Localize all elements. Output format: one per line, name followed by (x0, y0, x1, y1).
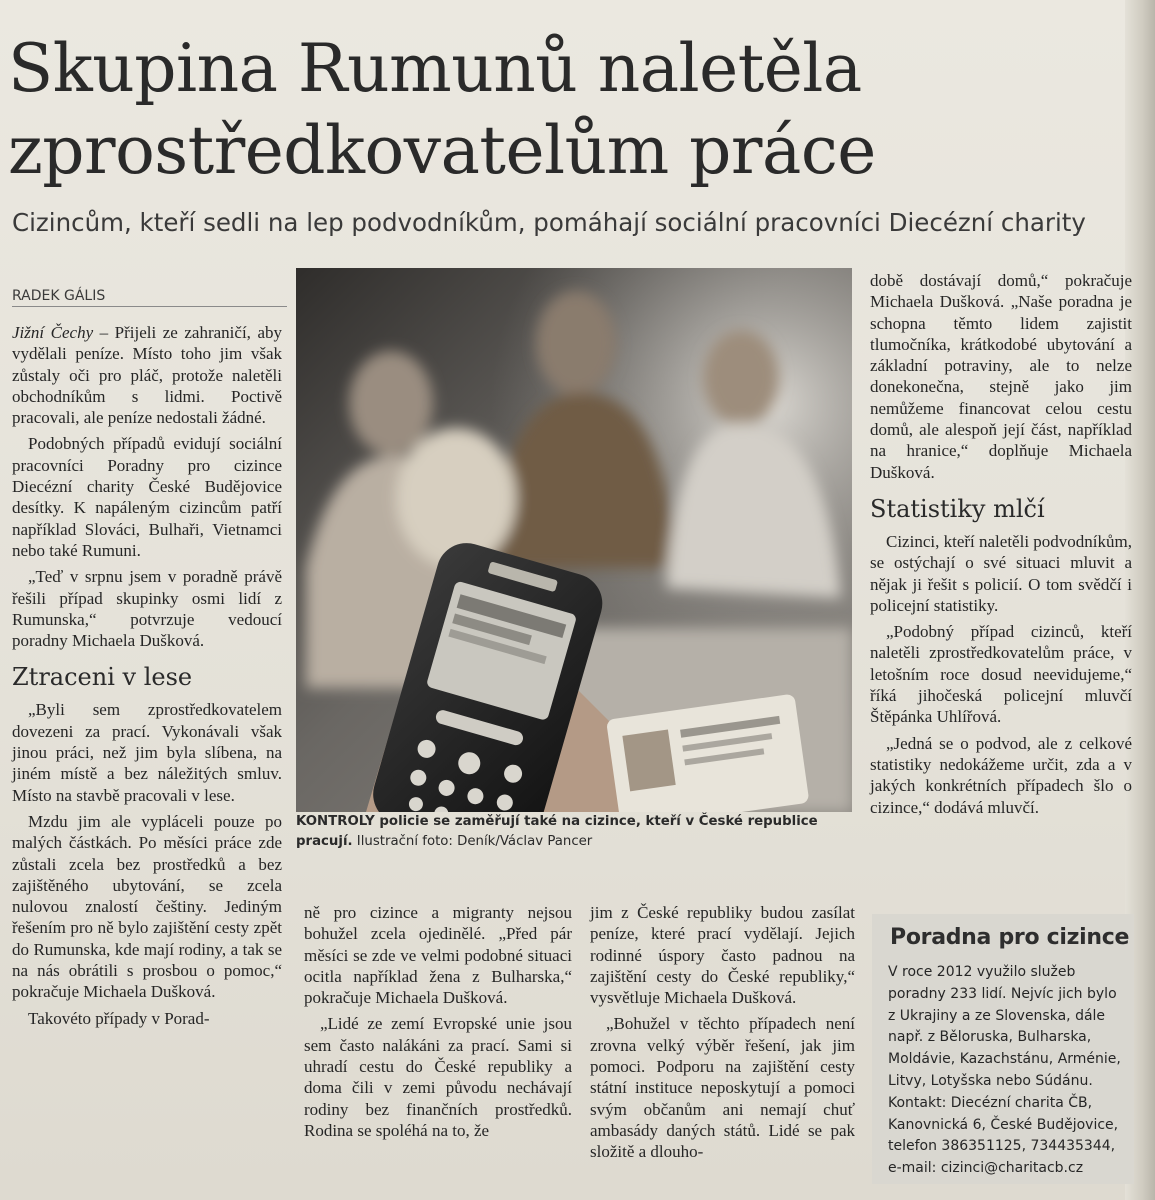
paragraph: Cizinci, kteří naletěli podvodníkům, se ostýchají o své situaci mluvit a nějak ji řešit s policií. O tom svědčí i policejní statistiky. (870, 531, 1132, 615)
byline: RADEK GÁLIS (12, 288, 287, 307)
contact-email: e-mail: cizinci@charitacb.cz (888, 1160, 1084, 1177)
article-column-2 (304, 902, 572, 1141)
paragraph: „Podobný případ cizinců, kteří naletěli zprostředkovatelům práce, v letošním roce dosud neevidujeme,“ říká jihočeská policejní mluvčí Štěpánka Uhlířová. (870, 622, 1132, 727)
contact-line: Kontakt: Diecézní charita ČB, (888, 1094, 1093, 1111)
paragraph: době dostávají domů,“ pokračuje Michaela Dušková. „Naše poradna je schopna těmto lidem zajistit tlumočníka, krátkodobé ubytování a základní potraviny, ale to nelze donekonečna, stejně jako jim nemůžeme financovat celou cestu domů, ale alespoň její část, například na hranice,“ doplňuje Michaela Dušková. (870, 271, 1132, 482)
info-box-text: V roce 2012 využilo služeb poradny 233 lidí. Nejvíc jich bylo z Ukrajiny a ze Slovenska, dále např. z Běloruska, Bulharska, Moldávie, Kazachstánu, Arménie, Litvy, Lotyšska nebo Súdánu. (888, 964, 1121, 1089)
paragraph: „Teď v srpnu jsem v poradně právě řešili případ skupinky osmi lidí z Rumunska,“ potvrzuje vedoucí poradny Michaela Dušková. (12, 567, 282, 651)
article-photo (296, 268, 852, 812)
caption-lead: KONTROLY (296, 814, 375, 829)
article-headline: Skupina Rumunů naletěla zprostředkovatelům práce (8, 30, 876, 189)
dateline: Jižní Čechy (12, 323, 94, 342)
article-column-4 (870, 270, 1132, 818)
paragraph: ně pro cizince a migranty nejsou bohužel zcela ojedinělé. „Před pár měsíci se zde ve velmi podobné situaci ocitla například žena z Bulharska,“ pokračuje Michaela Dušková. (304, 903, 572, 1008)
paragraph: Mzdu jim ale vypláceli pouze po malých částkách. Po měsíci práce zde zůstali zcela bez prostředků a bez zajištěného ubytování, se zcela nulovou znalostí češtiny. Jediným řešením pro ně bylo zajištění cesty zpět do Rumunska, kde mají rodiny, a tak se na nás obrátili s prosbou o pomoc,“ pokračuje Michaela Dušková. (12, 811, 282, 1002)
info-box-body (888, 962, 1128, 1180)
photo-police-scanner (296, 268, 852, 812)
contact-line: telefon 386351125, 734435344, (888, 1138, 1116, 1155)
section-heading: Statistiky mlčí (870, 494, 1045, 523)
info-box-title: Poradna pro cizince (890, 925, 1130, 950)
lead-paragraph (12, 322, 282, 428)
photo-caption (296, 812, 852, 852)
article-column-1 (12, 322, 282, 1029)
article-subheadline: Cizincům, kteří sedli na lep podvodníkům, pomáhají sociální pracovníci Diecézní charity (12, 208, 1086, 237)
lead-text: – Přijeli ze zahraničí, aby vydělali peníze. Místo toho jim však zůstaly oči pro pláč, protože naletěli obchodníkům s lidmi. Poctivě pracovali, ale peníze nedostali žádné. (12, 323, 282, 428)
paragraph: Podobných případů evidují sociální pracovníci Poradny pro cizince Diecézní charity České Budějovice desítky. K napáleným cizincům patří například Slováci, Bulhaři, Vietnamci nebo také Rumuni. (12, 434, 282, 560)
paragraph: jim z České republiky budou zasílat peníze, které prací vydělají. Jejich rodinné úspory často padnou na zajištění cesty do České republiky,“ vysvětluje Michaela Dušková. (590, 903, 855, 1008)
contact-line: Kanovnická 6, České Budějovice, (888, 1116, 1119, 1133)
paragraph: „Lidé ze zemí Evropské unie jsou sem často nalákáni za prací. Sami si uhradí cestu do České republiky a doma čili v zemi původu nechávají rodiny bez finančních prostředků. Rodina se spoléhá na to, že (304, 1014, 572, 1140)
section-heading: Ztraceni v lese (12, 663, 193, 692)
photo-credit: Ilustrační foto: Deník/Václav Pancer (352, 834, 593, 849)
info-box (872, 914, 1134, 1184)
caption-text: policie se zaměřují také na cizince, kteří v České republice pracují. (296, 814, 818, 849)
paragraph: „Bohužel v těchto případech není zrovna velký výběr řešení, jak jim pomoci. Podporu na zajištění cesty státní instituce neposkytují a pomoci svým občanům ani nemají chuť ambasády daných států. Lidé se pak složitě a dlouho- (590, 1014, 855, 1162)
paragraph: „Jedná se o podvod, ale z celkové statistiky nedokážeme určit, zda a v jakých konkrétních případech šlo o cizince,“ dodává mluvčí. (870, 733, 1132, 817)
paragraph: „Byli sem zprostředkovatelem dovezeni za prací. Vykonávali však jinou práci, než jim byla slíbena, na jiném místě a bez náležitých smluv. Místo na stavbě pracovali v lese. (12, 700, 282, 805)
article-column-3 (590, 902, 855, 1163)
paragraph: Takovéto případy v Porad- (28, 1008, 210, 1028)
